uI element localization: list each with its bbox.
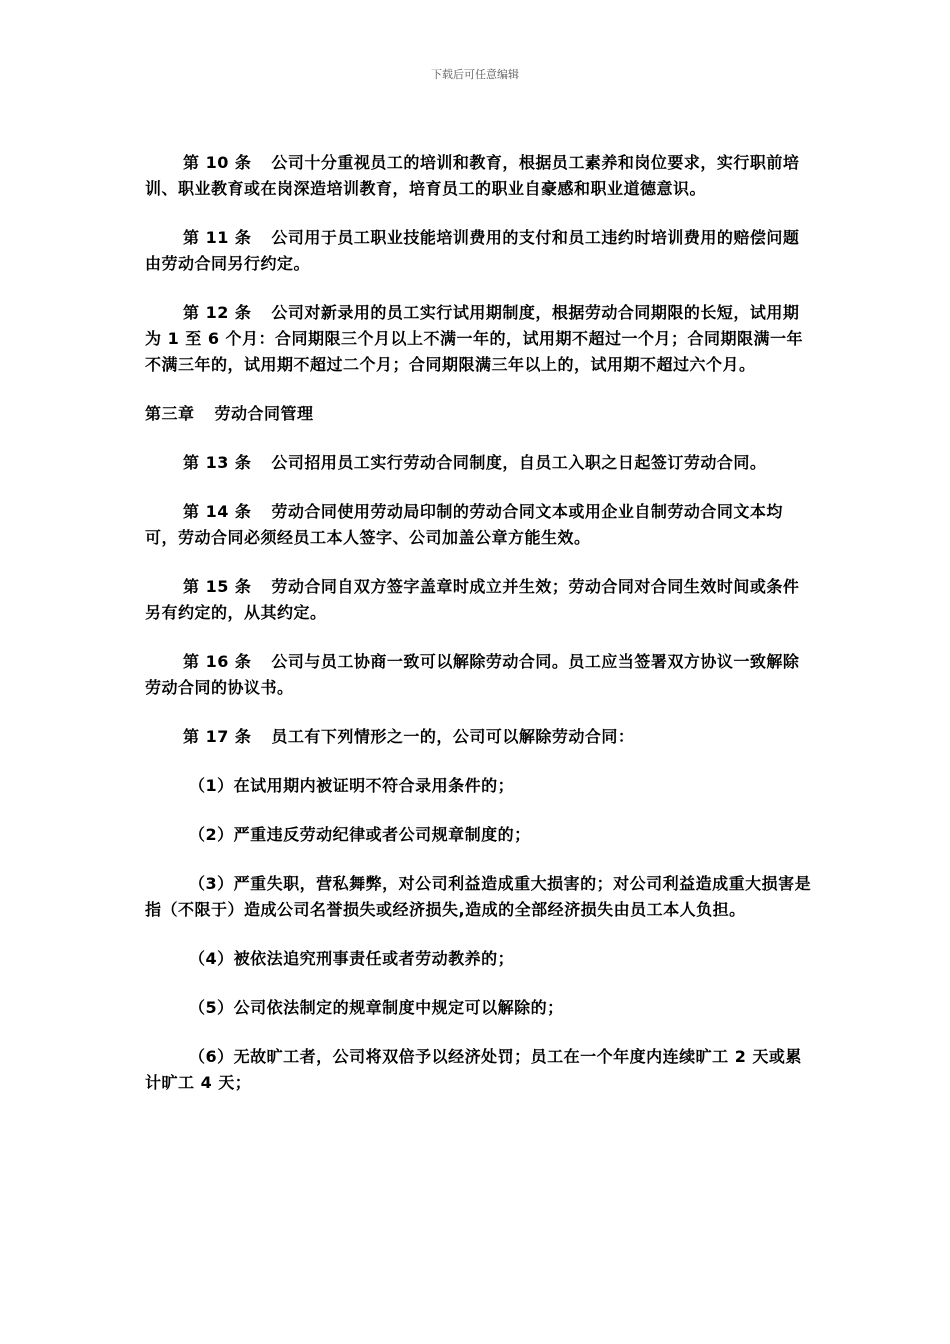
article-paragraph — [145, 450, 815, 476]
list-item — [145, 773, 815, 799]
paragraph-text: 公司对新录用的员工实行试用期制度，根据劳动合同期限的长短，试用期为 1 至 6 个月：合同期限三个月以上不满一年的，试用期不超过一个月；合同期限满一年不满三年的，试用期不超过二个月；合同期限满三年以上的，试用期不超过六个月。 — [145, 303, 804, 374]
list-item — [145, 1044, 815, 1096]
paragraph-text: （6）无故旷工者，公司将双倍予以经济处罚；员工在一个年度内连续旷工 2 天或累计旷工 4 天； — [145, 1047, 802, 1092]
article-number: 第 15 条 — [183, 577, 252, 596]
paragraph-text: 公司十分重视员工的培训和教育，根据员工素养和岗位要求，实行职前培训、职业教育或在岗深造培训教育，培育员工的职业自豪感和职业道德意识。 — [145, 153, 800, 198]
paragraph-text: （4）被依法追究刑事责任或者劳动教养的； — [189, 949, 515, 968]
chapter-heading — [145, 401, 815, 427]
paragraph-text: 公司与员工协商一致可以解除劳动合同。员工应当签署双方协议一致解除劳动合同的协议书。 — [145, 652, 800, 697]
paragraph-text: （5）公司依法制定的规章制度中规定可以解除的； — [189, 998, 564, 1017]
article-number: 第 16 条 — [183, 652, 252, 671]
article-paragraph — [145, 649, 815, 701]
article-paragraph — [145, 724, 815, 750]
article-number: 第 12 条 — [183, 303, 252, 322]
paragraph-text: 劳动合同自双方签字盖章时成立并生效；劳动合同对合同生效时间或条件另有约定的，从其约定。 — [145, 577, 800, 622]
paragraph-text: 公司用于员工职业技能培训费用的支付和员工违约时培训费用的赔偿问题由劳动合同另行约定。 — [145, 228, 800, 273]
paragraph-text: 劳动合同使用劳动局印制的劳动合同文本或用企业自制劳动合同文本均可，劳动合同必须经员工本人签字、公司加盖公章方能生效。 — [145, 502, 783, 547]
article-number: 第 10 条 — [183, 153, 252, 172]
article-number: 第 17 条 — [183, 727, 252, 746]
paragraph-text: （1）在试用期内被证明不符合录用条件的； — [189, 776, 515, 795]
list-item — [145, 822, 815, 848]
paragraph-text: 公司招用员工实行劳动合同制度，自员工入职之日起签订劳动合同。 — [271, 453, 767, 472]
list-item — [145, 946, 815, 972]
article-number: 第 14 条 — [183, 502, 252, 521]
document-body — [145, 150, 815, 1119]
paragraph-text: （2）严重违反劳动纪律或者公司规章制度的； — [189, 825, 531, 844]
article-paragraph — [145, 225, 815, 277]
list-item — [145, 871, 815, 923]
article-paragraph — [145, 574, 815, 626]
chapter-number: 第三章 — [145, 404, 195, 423]
paragraph-text: 劳动合同管理 — [214, 404, 314, 423]
paragraph-text: 员工有下列情形之一的，公司可以解除劳动合同： — [271, 727, 635, 746]
list-item — [145, 995, 815, 1021]
article-paragraph — [145, 499, 815, 551]
article-number: 第 13 条 — [183, 453, 252, 472]
page-header: 下载后可任意编辑 — [431, 68, 519, 81]
article-number: 第 11 条 — [183, 228, 252, 247]
article-paragraph — [145, 300, 815, 378]
paragraph-text: （3）严重失职，营私舞弊，对公司利益造成重大损害的；对公司利益造成重大损害是指（不限于）造成公司名誉损失或经济损失,造成的全部经济损失由员工本人负担。 — [145, 874, 812, 919]
article-paragraph — [145, 150, 815, 202]
